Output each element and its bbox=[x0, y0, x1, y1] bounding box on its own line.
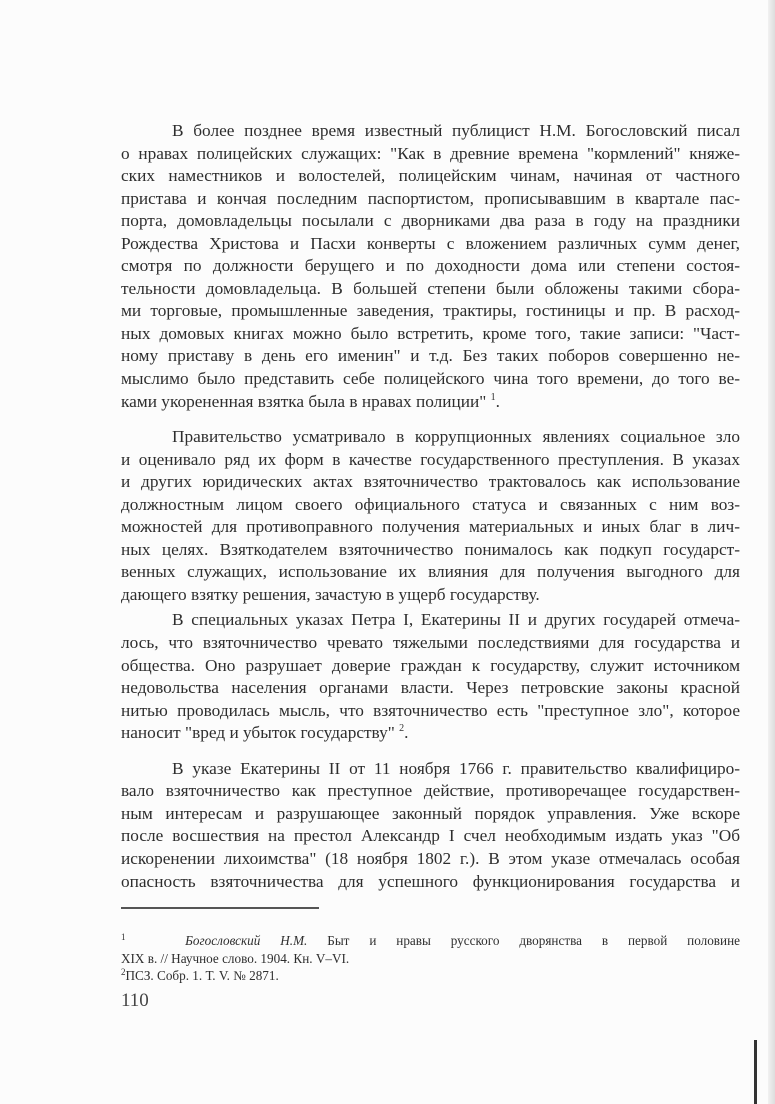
paragraph-2 bbox=[121, 426, 740, 606]
text-line bbox=[121, 233, 740, 256]
text-line bbox=[121, 210, 740, 233]
text-line bbox=[121, 471, 740, 494]
text-line bbox=[121, 700, 740, 723]
line-text: пристава и кончая последним паспортистом, прописывавшим в квартале пас- bbox=[121, 188, 740, 208]
footnote-text: ПСЗ. Собр. 1. Т. V. № 2871. bbox=[125, 968, 279, 983]
line-text: дающего взятку решения, зачастую в ущерб государству. bbox=[121, 584, 540, 604]
line-text: после восшествия на престол Александр I счел необходимым издать указ "Об bbox=[121, 826, 740, 846]
scan-artifact bbox=[754, 1040, 757, 1104]
text-line bbox=[121, 609, 740, 632]
text-line bbox=[121, 561, 740, 584]
footnote-reference[interactable]: 2 bbox=[399, 723, 405, 735]
text-line bbox=[121, 758, 740, 781]
line-text: венных служащих, использование их влияния для получения выгодного для bbox=[121, 562, 740, 582]
body-text bbox=[121, 120, 740, 893]
text-line bbox=[121, 120, 740, 143]
line-text: нитью проводилась мысль, что взяточничество есть "преступное зло", которое bbox=[121, 700, 740, 720]
text-line bbox=[121, 803, 740, 826]
footnote-number: 1 bbox=[121, 932, 126, 942]
text-line bbox=[121, 300, 740, 323]
paragraph-4 bbox=[121, 758, 740, 893]
line-text: искоренении лихоимства" (18 ноября 1802 г.). В этом указе отмечалась особая bbox=[121, 848, 740, 868]
footnote-2 bbox=[121, 967, 740, 985]
paragraph-gap bbox=[121, 745, 740, 758]
line-text: недовольства населения органами власти. Через петровские законы красной bbox=[121, 678, 740, 698]
text-line bbox=[121, 449, 740, 472]
line-text: вало взяточничество как преступное действие, противоречащее государствен- bbox=[121, 781, 740, 801]
footnote-author: Богословский Н.М. bbox=[185, 933, 308, 948]
line-text: тельности домовладельца. В большей степени были обложены такими сбора- bbox=[121, 278, 740, 298]
line-text: Рождества Христова и Пасхи конверты с вложением различных сумм денег, bbox=[121, 233, 740, 253]
text-line bbox=[121, 391, 740, 414]
text-line bbox=[121, 255, 740, 278]
footnote-separator bbox=[121, 907, 319, 909]
text-line bbox=[121, 632, 740, 655]
paragraph-gap bbox=[121, 413, 740, 426]
text-line bbox=[121, 780, 740, 803]
footnotes bbox=[121, 932, 740, 985]
line-text: мыслимо было представить себе полицейского чина того времени, до того ве- bbox=[121, 369, 740, 389]
line-text: В специальных указах Петра I, Екатерины II и других государей отмеча- bbox=[172, 610, 740, 630]
text-line bbox=[121, 323, 740, 346]
text-line bbox=[121, 494, 740, 517]
text-line bbox=[121, 539, 740, 562]
line-text: ных целях. Взяткодателем взяточничество понималось как подкуп государст- bbox=[121, 539, 740, 559]
text-line bbox=[121, 188, 740, 211]
footnote-text: Быт и нравы русского дворянства в первой половине bbox=[327, 933, 741, 948]
sentence-end: . bbox=[495, 391, 500, 411]
footnote-1-continuation: XIX в. // Научное слово. 1904. Кн. V–VI. bbox=[121, 950, 350, 966]
footnote-number: 2 bbox=[121, 967, 126, 977]
scan-edge-shadow bbox=[768, 0, 775, 1104]
line-text: смотря по должности берущего и по доходности дома или степени состоя- bbox=[121, 256, 740, 276]
text-line bbox=[121, 516, 740, 539]
line-text: и оценивало ряд их форм в качестве государственного преступления. В указах bbox=[121, 449, 740, 469]
text-line bbox=[121, 677, 740, 700]
paragraph-1 bbox=[121, 120, 740, 413]
text-line bbox=[121, 143, 740, 166]
line-text: ных домовых книгах можно было встретить, кроме того, такие записи: "Част- bbox=[121, 323, 740, 343]
text-line bbox=[121, 278, 740, 301]
line-text: и других юридических актах взяточничество трактовалось как использование bbox=[121, 472, 740, 492]
line-text: порта, домовладельцы посылали с дворниками два раза в году на праздники bbox=[121, 211, 740, 231]
line-text: ских наместников и волостелей, полицейским чинам, начиная от частного bbox=[121, 166, 740, 186]
paragraph-3 bbox=[121, 609, 740, 744]
text-line bbox=[121, 848, 740, 871]
line-text: лось, что взяточничество чревато тяжелыми последствиями для государства и bbox=[121, 633, 740, 653]
sentence-end: . bbox=[404, 723, 409, 743]
line-text: ками укорененная взятка была в нравах полиции" bbox=[121, 391, 491, 411]
text-line bbox=[121, 426, 740, 449]
line-text: ным интересам и разрушающее законный порядок управления. Уже вскоре bbox=[121, 803, 740, 823]
text-line bbox=[121, 345, 740, 368]
text-line bbox=[121, 165, 740, 188]
line-text: можностей для противоправного получения материальных и иных благ в лич- bbox=[121, 517, 740, 537]
line-text: о нравах полицейских служащих: "Как в древние времена "кормлений" княже- bbox=[121, 143, 740, 163]
text-line bbox=[121, 655, 740, 678]
line-text: В указе Екатерины II от 11 ноября 1766 г. правительство квалифициро- bbox=[172, 758, 740, 778]
footnote-1 bbox=[121, 932, 740, 950]
line-text: опасность взяточничества для успешного функционирования государства и bbox=[121, 871, 740, 891]
line-text: Правительство усматривало в коррупционных явлениях социальное зло bbox=[172, 427, 740, 447]
line-text: наносит "вред и убыток государству" bbox=[121, 723, 400, 743]
page-number: 110 bbox=[121, 990, 149, 1011]
text-line bbox=[121, 584, 740, 607]
text-line bbox=[121, 368, 740, 391]
text-line bbox=[121, 722, 740, 745]
line-text: ному приставу в день его именин" и т.д. Без таких поборов совершенно не- bbox=[121, 346, 740, 366]
line-text: ми торговые, промышленные заведения, трактиры, гостиницы и пр. В расход- bbox=[121, 301, 740, 321]
text-line bbox=[121, 825, 740, 848]
footnote-reference[interactable]: 1 bbox=[490, 391, 496, 403]
text-line bbox=[121, 871, 740, 894]
line-text: В более позднее время известный публицист Н.М. Богословский писал bbox=[172, 121, 740, 140]
line-text: общества. Оно разрушает доверие граждан к государству, служит источником bbox=[121, 655, 740, 675]
line-text: должностным лицом своего официального статуса и связанных с ним воз- bbox=[121, 494, 740, 514]
